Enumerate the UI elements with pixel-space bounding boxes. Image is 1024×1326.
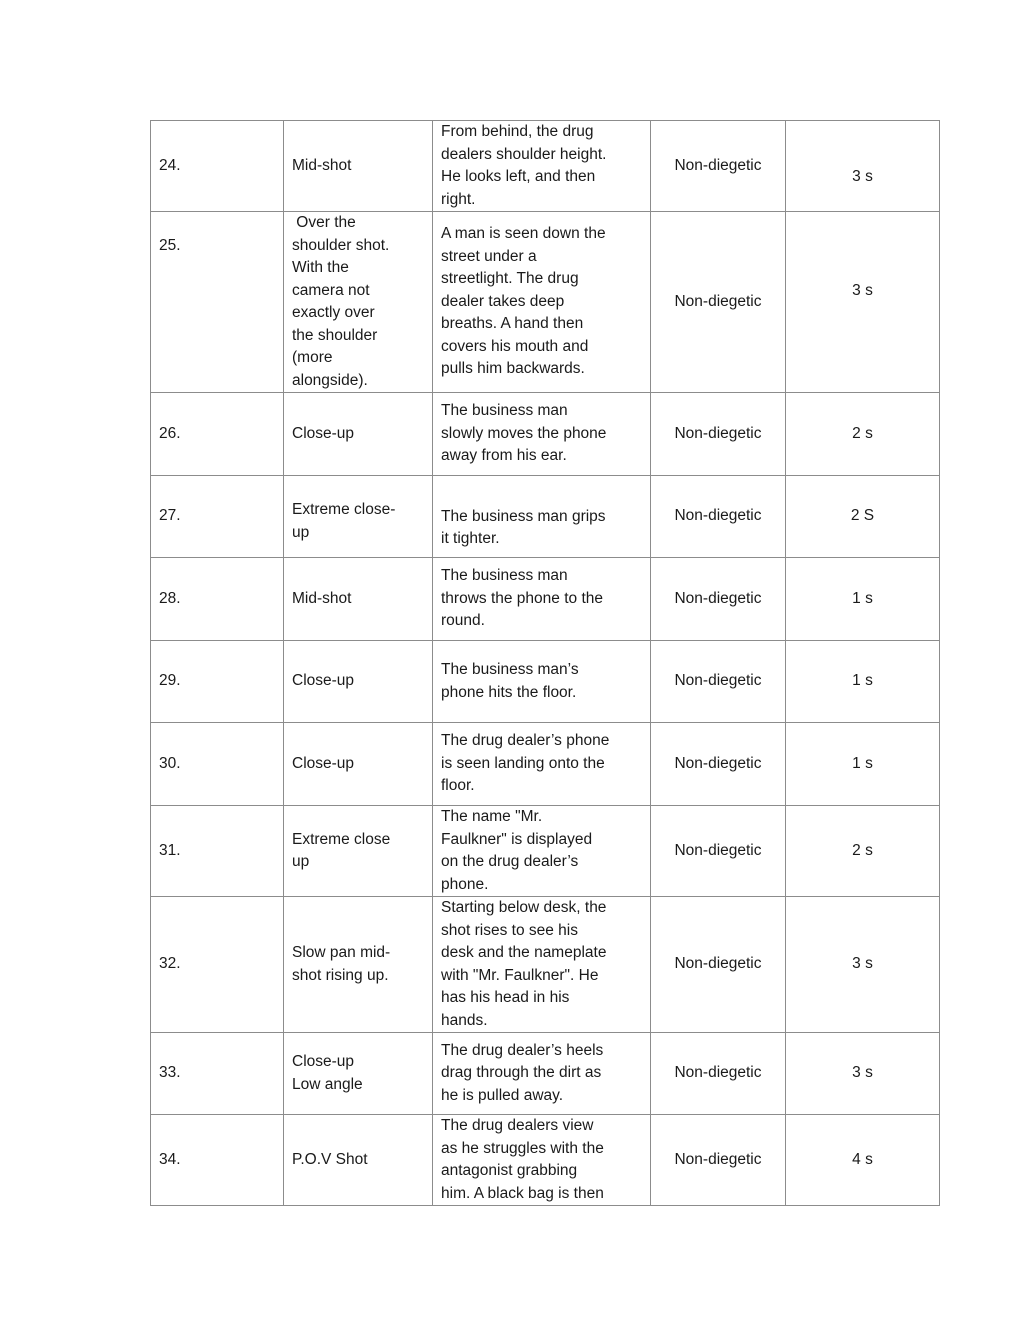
shot-type: Slow pan mid- shot rising up. (284, 897, 433, 1033)
shot-duration: 4 s (786, 1115, 940, 1206)
shot-duration: 3 s (786, 1033, 940, 1115)
table-row (151, 806, 940, 897)
shot-number: 29. (151, 641, 284, 723)
table-row (151, 641, 940, 723)
sound-type: Non-diegetic (651, 121, 786, 212)
sound-type: Non-diegetic (651, 806, 786, 897)
sound-type: Non-diegetic (651, 723, 786, 806)
table-row (151, 1033, 940, 1115)
shot-duration: 3 s (786, 121, 940, 212)
shot-number: 34. (151, 1115, 284, 1206)
shot-type: Over the shoulder shot. With the camera not exactly over the shoulder (more alongside). (284, 212, 433, 393)
table-row (151, 558, 940, 641)
sound-type: Non-diegetic (651, 1033, 786, 1115)
shot-duration: 3 s (786, 212, 940, 393)
shot-number: 24. (151, 121, 284, 212)
sound-type: Non-diegetic (651, 393, 786, 476)
sound-type: Non-diegetic (651, 641, 786, 723)
shot-description: From behind, the drug dealers shoulder height. He looks left, and then right. (433, 121, 651, 212)
table-row (151, 393, 940, 476)
shot-duration: 1 s (786, 723, 940, 806)
shot-type: Close-up Low angle (284, 1033, 433, 1115)
shot-number: 30. (151, 723, 284, 806)
table-row (151, 476, 940, 558)
shot-description: The drug dealers view as he struggles with the antagonist grabbing him. A black bag is then (433, 1115, 651, 1206)
shot-description: The drug dealer’s phone is seen landing onto the floor. (433, 723, 651, 806)
shot-list-table (150, 120, 940, 1206)
shot-number: 25. (151, 212, 284, 393)
table-row (151, 1115, 940, 1206)
table-row (151, 121, 940, 212)
shot-duration: 2 S (786, 476, 940, 558)
shot-type: Close-up (284, 393, 433, 476)
shot-description: The business man grips it tighter. (433, 476, 651, 558)
shot-duration: 3 s (786, 897, 940, 1033)
shot-description: The business man throws the phone to the round. (433, 558, 651, 641)
shot-number: 32. (151, 897, 284, 1033)
shot-type: Close-up (284, 641, 433, 723)
shot-number: 31. (151, 806, 284, 897)
shot-type: Mid-shot (284, 121, 433, 212)
shot-type: Extreme close- up (284, 476, 433, 558)
table-row (151, 897, 940, 1033)
shot-number: 26. (151, 393, 284, 476)
shot-duration: 1 s (786, 641, 940, 723)
shot-description: Starting below desk, the shot rises to see his desk and the nameplate with "Mr. Faulkner". He has his head in his hands. (433, 897, 651, 1033)
shot-type: P.O.V Shot (284, 1115, 433, 1206)
sound-type: Non-diegetic (651, 1115, 786, 1206)
sound-type: Non-diegetic (651, 897, 786, 1033)
shot-description: The business man’s phone hits the floor. (433, 641, 651, 723)
shot-number: 27. (151, 476, 284, 558)
sound-type: Non-diegetic (651, 558, 786, 641)
shot-description: A man is seen down the street under a streetlight. The drug dealer takes deep breaths. A hand then covers his mouth and pulls him backwards. (433, 212, 651, 393)
table-row (151, 212, 940, 393)
shot-duration: 2 s (786, 806, 940, 897)
table-row (151, 723, 940, 806)
shot-duration: 1 s (786, 558, 940, 641)
shot-description: The business man slowly moves the phone away from his ear. (433, 393, 651, 476)
shot-type: Extreme close up (284, 806, 433, 897)
sound-type: Non-diegetic (651, 212, 786, 393)
sound-type: Non-diegetic (651, 476, 786, 558)
shot-description: The name "Mr. Faulkner" is displayed on the drug dealer’s phone. (433, 806, 651, 897)
shot-description: The drug dealer’s heels drag through the dirt as he is pulled away. (433, 1033, 651, 1115)
shot-duration: 2 s (786, 393, 940, 476)
shot-type: Close-up (284, 723, 433, 806)
shot-number: 28. (151, 558, 284, 641)
shot-number: 33. (151, 1033, 284, 1115)
shot-type: Mid-shot (284, 558, 433, 641)
